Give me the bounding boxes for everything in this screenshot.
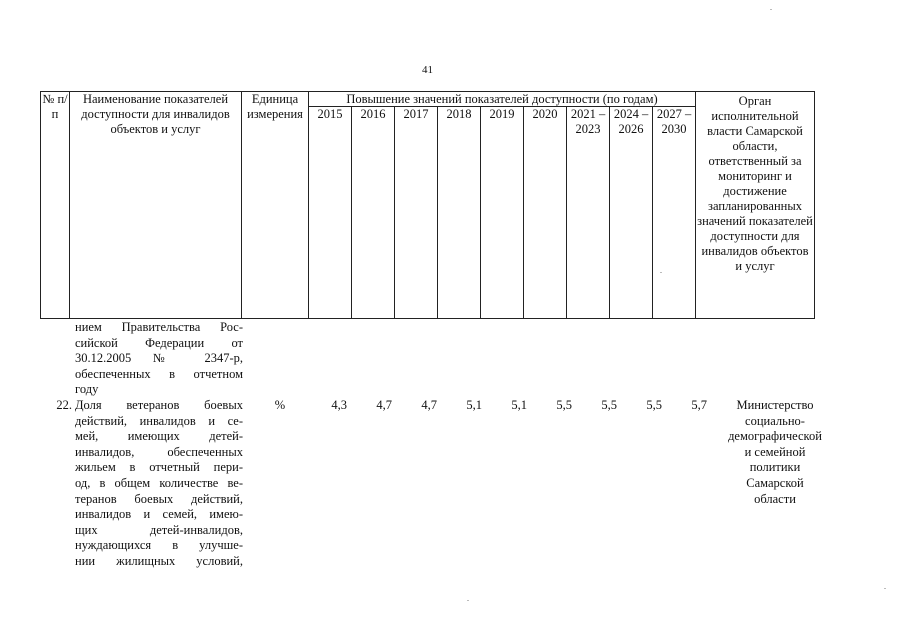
header-year: 2024 – 2026 [610,107,653,319]
header-indicator-name: Наименование показателей доступности для инвалидов объектов и услуг [70,92,242,319]
text-line: 30.12.2005 № 2347-р, [75,351,243,366]
text-line: Самарской [746,475,804,490]
header-year: 2021 – 2023 [567,107,610,319]
text-line: Доля ветеранов боевых [75,398,243,412]
text-line: нуждающихся в улучше- [75,538,243,553]
header-year: 2016 [352,107,395,319]
row-value-2017: 4,7 [421,398,437,412]
text-line: социально- [745,413,805,428]
header-year: 2018 [438,107,481,319]
row-value-2015: 4,3 [331,398,347,412]
header-years-group: Повышение значений показателей доступности (по годам) [309,92,696,107]
row-value-2020: 5,5 [556,398,572,412]
row-value-2024-2026: 5,5 [646,398,662,412]
text-line: щих детей-инвалидов, [75,522,243,537]
row-number: 22. [56,398,72,412]
text-line: теранов боевых действий, [75,491,243,506]
text-line: Министерство [736,398,814,412]
indicator-table-header [40,91,815,319]
text-line: году [75,382,99,397]
text-line: политики [749,460,801,475]
scan-speck [467,600,469,601]
header-year: 2020 [524,107,567,319]
text-line: обеспеченных в отчетном [75,366,243,381]
page-number: 41 [422,64,433,76]
row-responsible-body [716,398,834,507]
row-value-2016: 4,7 [376,398,392,412]
text-line: и семейной [744,444,806,459]
row-value-2021-2023: 5,5 [601,398,617,412]
text-line: действий, инвалидов и се- [75,413,243,428]
row-value-2018: 5,1 [466,398,482,412]
header-number: № п/п [41,92,70,319]
text-line: инвалидов и семей, имею- [75,507,243,522]
text-line: демографической [728,429,822,444]
text-line: нием Правительства Рос- [75,320,243,334]
header-year: 2027 – 2030 [653,107,696,319]
header-unit: Единица измерения [242,92,309,319]
row-value-2019: 5,1 [511,398,527,412]
text-line: сийской Федерации от [75,335,243,350]
text-line: мей, имеющих детей- [75,429,243,444]
text-line: од, в общем количестве ве- [75,475,243,490]
scan-speck [660,272,662,273]
previous-row-continuation [75,320,243,398]
header-year: 2015 [309,107,352,319]
row-indicator-name [75,398,243,570]
scan-speck [884,588,886,589]
text-line: области [754,491,796,506]
scan-speck [770,9,772,10]
header-year: 2017 [395,107,438,319]
text-line: нии жилищных условий, [75,553,243,568]
row-value-2027-2030: 5,7 [691,398,707,412]
row-unit: % [274,398,286,412]
header-year: 2019 [481,107,524,319]
text-line: инвалидов, обеспеченных [75,444,243,459]
text-line: жильем в отчетный пери- [75,460,243,475]
header-responsible-body: Орган исполнительной власти Самарской области, ответственный за мониторинг и достижение запланированных значений показателей доступности для инвалидов объектов и услуг [696,92,815,319]
